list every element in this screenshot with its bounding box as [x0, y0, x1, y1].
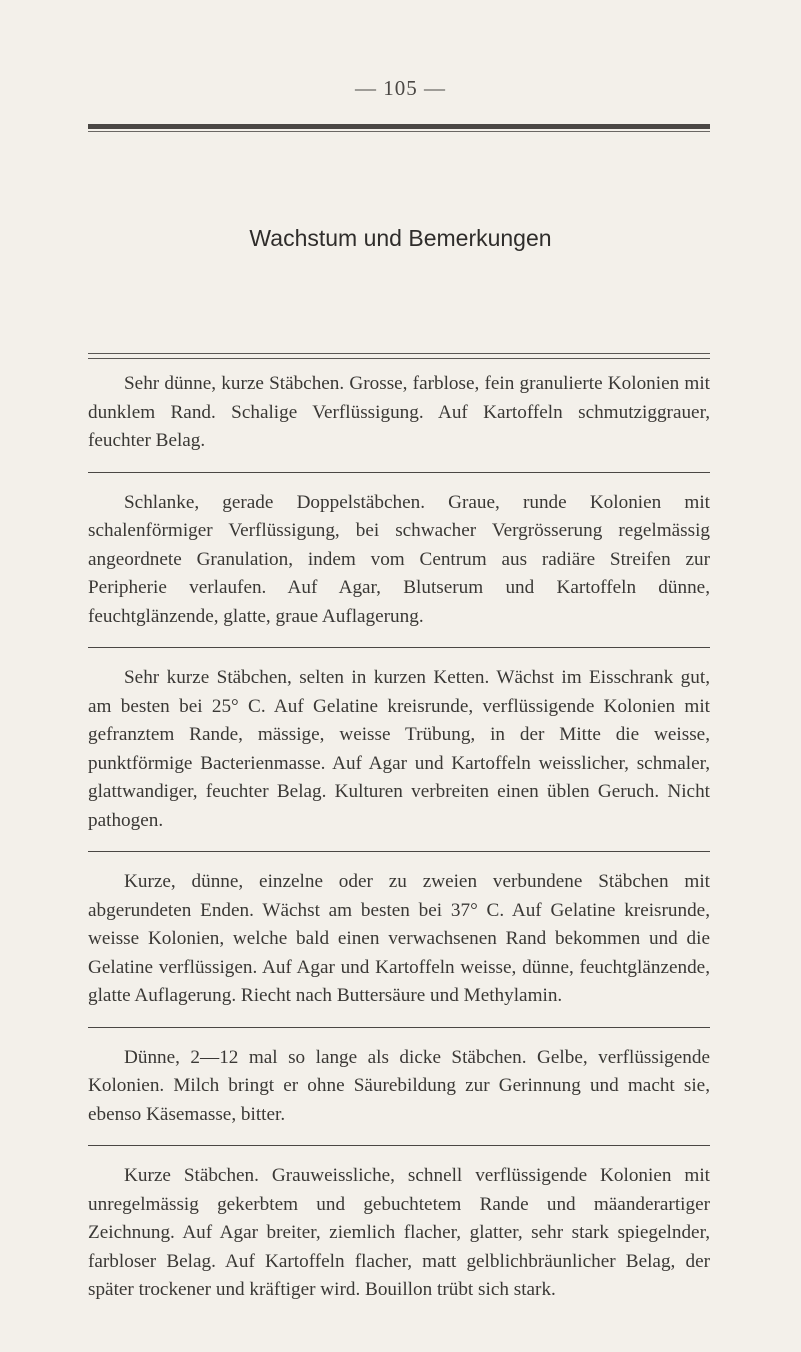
page-number: — 105 — [355, 76, 446, 100]
entry-divider [88, 1145, 710, 1146]
entry-divider [88, 1027, 710, 1028]
entry-paragraph: Sehr kurze Stäbchen, selten in kurzen Ketten. Wächst im Eisschrank gut, am besten bei 25° C. Auf Gelatine kreisrunde, verflüssigende Kolonien mit gefranztem Rande, mässige, weisse Trübung, in der Mitte die weisse, punktförmige Bacterienmasse. Auf Agar und Kartoffeln weisslicher, schmaler, glattwandiger, feuchter Belag. Kulturen verbreiten einen üblen Geruch. Nicht pathogen. [88, 667, 710, 831]
entry-divider [88, 851, 710, 852]
entry-paragraph: Sehr dünne, kurze Stäbchen. Grosse, farblose, fein granulierte Kolonien mit dunklem Rand. Schalige Verflüssigung. Auf Kartoffeln schmutziggrauer, feuchter Belag. [88, 373, 710, 451]
entry-paragraph: Kurze, dünne, einzelne oder zu zweien verbundene Stäbchen mit abgerundeten Enden. Wächst am besten bei 37° C. Auf Gelatine kreisrunde, weisse Kolonien, welche bald einen verwachsenen Rand bekommen und die Gelatine verflüssigen. Auf Agar und Kartoffeln weisse, dünne, feuchtglänzende, glatte Auflagerung. Riecht nach Buttersäure und Methylamin. [88, 871, 710, 1006]
heading-double-rule [88, 353, 710, 359]
entry-paragraph: Dünne, 2—12 mal so lange als dicke Stäbchen. Gelbe, verflüssigende Kolonien. Milch bringt er ohne Säurebildung zur Gerinnung und macht sie, ebenso Käsemasse, bitter. [88, 1046, 710, 1125]
top-rule [88, 124, 710, 129]
entry-divider [88, 647, 710, 648]
entry-paragraph: Schlanke, gerade Doppelstäbchen. Graue, runde Kolonien mit schalenförmiger Verflüssigung, bei schwacher Vergrösserung regelmässig angeordnete Granulation, indem vom Centrum aus radiäre Streifen zur Peripherie verlaufen. Auf Agar, Blutserum und Kartoffeln dünne, feuchtglänzende, glatte, graue Auflagerung. [88, 491, 710, 627]
page-heading: Wachstum und Bemerkungen [249, 225, 552, 251]
entry-divider [88, 472, 710, 473]
entries-column [88, 370, 710, 1305]
entry-paragraph: Kurze Stäbchen. Grauweissliche, schnell verflüssigende Kolonien mit unregelmässig gekerbtem und gebuchtetem Rande und mäanderartiger Zeichnung. Auf Agar breiter, ziemlich flacher, glatter, sehr stark spiegelnder, farbloser Belag. Auf Kartoffeln flacher, matt gelblichbräunlicher Belag, der später trockener und kräftiger wird. Bouillon trübt sich stark. [88, 1165, 710, 1300]
